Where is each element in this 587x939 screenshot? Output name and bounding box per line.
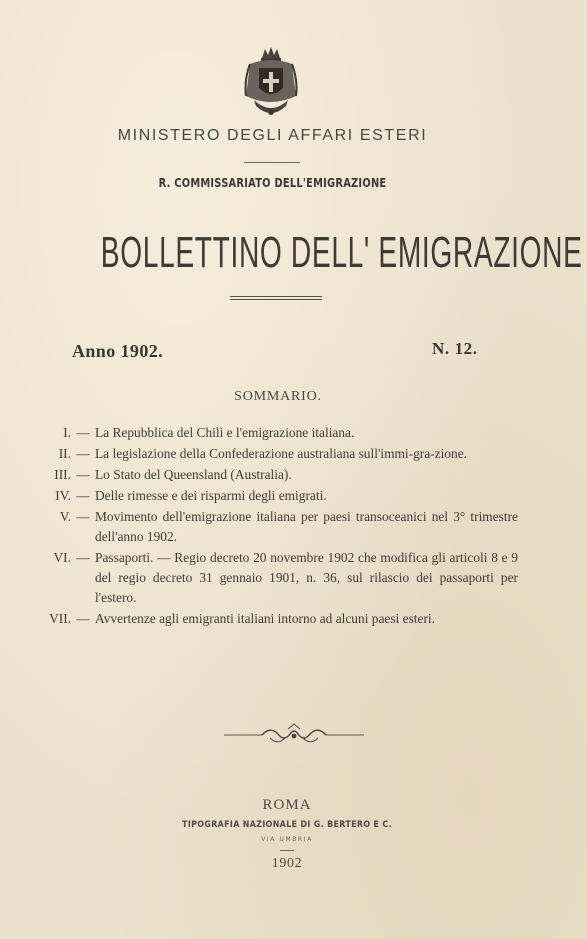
toc-dash: — [76, 488, 90, 503]
toc-dash: — [76, 611, 90, 626]
toc-dash: — [76, 550, 90, 565]
toc-item-number: II. [58, 446, 71, 461]
toc-item-text: Movimento dell'emigrazione italiana per paesi transoceanici nel 3° trimestre dell'anno 1902. [95, 509, 518, 544]
issue-number: N. 12. [432, 339, 478, 358]
bulletin-title: BOLLETTINO DELL' EMIGRAZIONE [100, 228, 583, 277]
toc-dash: — [76, 467, 90, 482]
imprint-city: ROMA [262, 797, 312, 813]
contents-heading: SOMMARIO. [234, 389, 322, 404]
toc-dash: — [76, 425, 90, 440]
toc-item-text: Lo Stato del Queensland (Australia). [95, 467, 292, 482]
toc-item [40, 423, 518, 443]
commissariato-name: R. COMMISSARIATO DELL'EMIGRAZIONE [158, 176, 387, 190]
toc-item-number: III. [54, 467, 71, 482]
double-rule-top [230, 296, 322, 297]
imprint-street: VIA UMBRIA [261, 836, 313, 843]
toc-item [40, 465, 518, 485]
ministry-name: MINISTERO DEGLI AFFARI ESTERI [117, 127, 428, 144]
toc-item-text: Avvertenze agli emigranti italiani intorno ad alcuni paesi esteri. [95, 611, 435, 626]
toc-item-number: VII. [49, 611, 71, 626]
toc-item-number: VI. [53, 550, 71, 565]
toc-item [40, 609, 518, 629]
imprint-year: 1902 [271, 856, 303, 871]
divider-rule [280, 850, 294, 851]
toc-item-number: I. [63, 425, 71, 440]
toc-dash: — [76, 446, 90, 461]
table-of-contents [40, 423, 518, 630]
toc-item [40, 548, 518, 608]
toc-item [40, 444, 518, 464]
toc-item-number: V. [59, 509, 71, 524]
royal-coat-of-arms-icon [240, 46, 302, 120]
toc-item [40, 486, 518, 506]
double-rule-bottom [230, 299, 322, 300]
toc-dash: — [76, 509, 90, 524]
toc-item [40, 507, 518, 547]
toc-item-text: La Repubblica del Chilì e l'emigrazione italiana. [95, 425, 355, 440]
toc-item-text: Passaporti. — Regio decreto 20 novembre 1902 che modifica gli articoli 8 e 9 del regio decreto 31 gennaio 1901, n. 36, sul rilascio dei passaporti per l'estero. [95, 550, 518, 605]
toc-item-number: IV. [55, 488, 71, 503]
toc-item-text: La legislazione della Confederazione australiana sull'immi-gra-zione. [95, 446, 467, 461]
imprint-printer: TIPOGRAFIA NAZIONALE DI G. BERTERO E C. [182, 820, 392, 830]
flourish-ornament-icon [222, 722, 366, 748]
toc-item-text: Delle rimesse e dei risparmi degli emigrati. [95, 488, 327, 503]
divider-rule [244, 162, 300, 163]
issue-year: Anno 1902. [72, 341, 164, 361]
